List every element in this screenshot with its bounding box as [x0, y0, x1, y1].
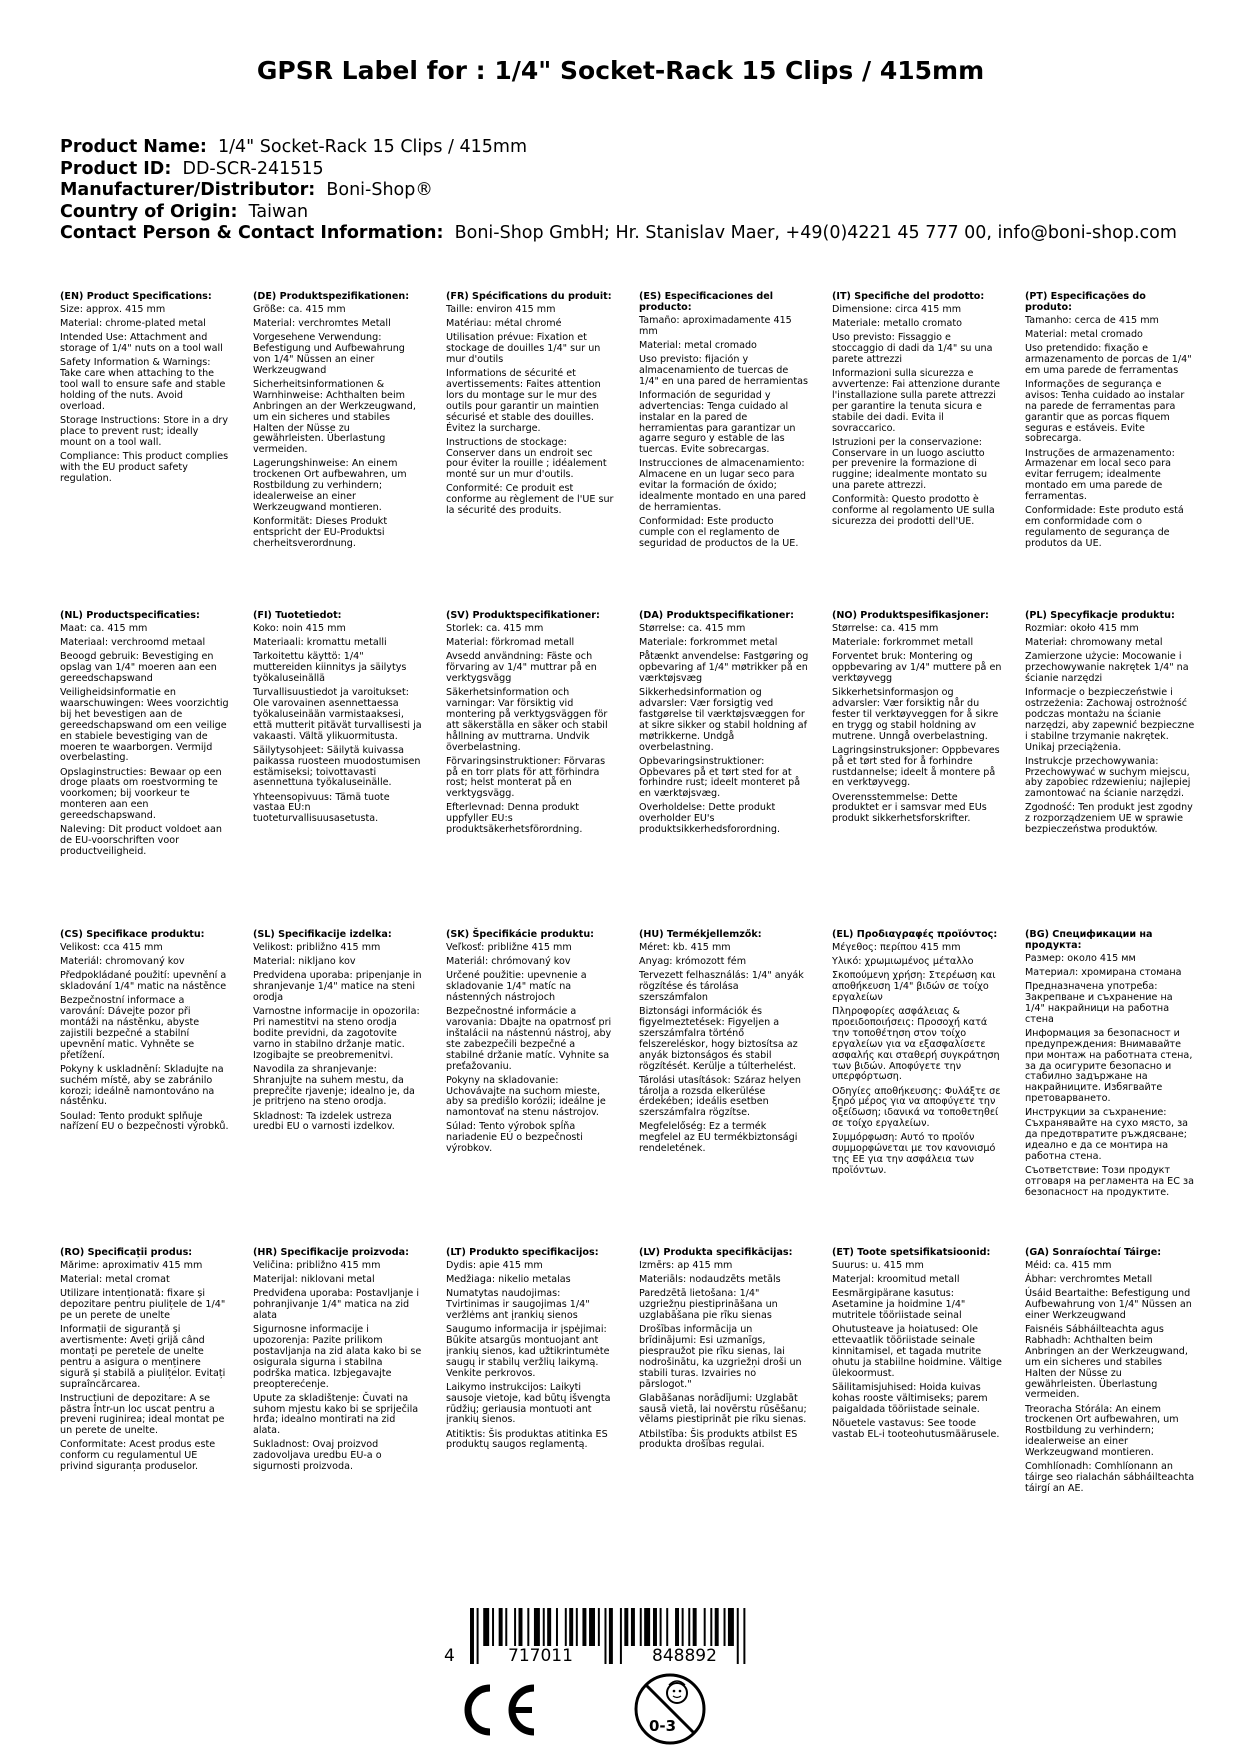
spec-line: Numatytas naudojimas: Tvirtinimas ir saugojimas 1/4" veržlėms ant įrankių sienos — [446, 1288, 590, 1321]
spec-line: Informazioni sulla sicurezza e avvertenze: Fai attenzione durante l'installazione sulla parete attrezzi per garantire la tenuta sicura e stabile dei dadi. Evita il sovraccarico. — [832, 368, 1001, 434]
spec-line: Predvidena uporaba: pripenjanje in shranjevanje 1/4" matice na steni orodja — [253, 970, 422, 1003]
spec-section — [60, 611, 230, 861]
spec-line: Materiale: forkrommet metall — [832, 637, 974, 648]
spec-line: Material: metal cromat — [60, 1274, 170, 1285]
barcode-bar — [519, 1608, 523, 1646]
spec-section — [639, 1248, 809, 1455]
spec-line: Instrucciones de almacenamiento: Almacene en un lugar seco para evitar la formación de óxido; idealmente montado en una pared de herramientas. — [639, 458, 807, 514]
spec-line: Taille: environ 415 mm — [446, 303, 556, 315]
spec-line: Comhlíonadh: Comhlíonann an táirge seo rialachán sábháilteachta táirgí an AE. — [1025, 1461, 1195, 1495]
barcode-bar — [483, 1608, 489, 1646]
spec-line: Instructions de stockage: Conserver dans un endroit sec pour éviter la rouille ; idéalement monté sur un mur d'outils. — [446, 436, 607, 481]
spec-section-heading: (EN) Product Specifications: — [60, 291, 212, 302]
barcode-bar — [704, 1608, 706, 1646]
spec-section-heading: (HR) Specifikacije proizvoda: — [253, 1247, 409, 1258]
spec-line: Skladnost: Ta izdelek ustreza uredbi EU o varnosti izdelkov. — [253, 1110, 395, 1133]
spec-line: Matériau: métal chromé — [446, 318, 562, 329]
barcode-bar — [556, 1608, 558, 1646]
spec-line: Atitiktis: Šis produktas atitinka ES produktų saugos reglamentą. — [446, 1428, 608, 1451]
spec-section — [832, 930, 1002, 1180]
spec-line: Saugumo informacija ir įspėjimai: Būkite atsargūs montuojant ant įrankių sienos, kad užtikrintumėte saugų ir stabilų veržlių laikymą. Venkite perkrovos. — [446, 1324, 610, 1379]
spec-section-heading: (ET) Toote spetsifikatsioonid: — [832, 1247, 991, 1258]
spec-line: Soulad: Tento produkt splňuje nařízení EU o bezpečnosti výrobků. — [60, 1110, 229, 1133]
spec-line: Tamanho: cerca de 415 mm — [1025, 314, 1159, 326]
spec-line: Material: nikljano kov — [253, 956, 356, 967]
spec-line: Υλικό: χρωμιωμένος μέταλλο — [832, 956, 974, 967]
spec-line: Ohutusteave ja hoiatused: Ole ettevaatlik tööriistade seinale kinnitamisel, et tagada mutrite ohutu ja stabiilne hoidmine. Vältige ülekoormust. — [832, 1324, 1002, 1379]
spec-line: Utilizare intenționată: fixare și depozitare pentru piulițele de 1/4" pe un perete de unelte — [60, 1288, 226, 1321]
spec-line: Laikymo instrukcijos: Laikyti sausoje vietoje, kad būtų išvengta rūdžių; geriausia montuoti ant įrankių sienos. — [446, 1381, 611, 1426]
spec-line: Eesmärgipärane kasutus: Asetamine ja hoidmine 1/4" mutritele tööriistade seinal — [832, 1288, 966, 1321]
spec-section-heading: (NL) Productspecificaties: — [60, 610, 200, 621]
spec-line: Mărime: aproximativ 415 mm — [60, 1259, 203, 1271]
barcode-bar — [534, 1608, 540, 1646]
barcode-bar — [631, 1608, 635, 1646]
spec-line: Μέγεθος: περίπου 415 mm — [832, 941, 961, 953]
spec-line: Οδηγίες αποθήκευσης: Φυλάξτε σε ξηρό μέρος για να αποφύγετε την οξείδωση; ιδανικά να τοποθετηθεί σε τοίχο εργαλείων. — [832, 1085, 1001, 1130]
barcode-bar — [737, 1608, 739, 1664]
svg-text:0-3: 0-3 — [649, 1717, 677, 1735]
spec-section — [446, 292, 616, 520]
spec-section — [446, 1248, 616, 1455]
spec-section — [253, 292, 423, 553]
spec-line: Συμμόρφωση: Αυτό το προϊόν συμμορφώνεται με τον κανονισμό της ΕΕ για την ασφάλεια των προϊόντων. — [832, 1132, 996, 1177]
product-name-row — [60, 137, 1200, 159]
spec-line: Koko: noin 415 mm — [253, 622, 346, 634]
barcode-bar — [576, 1608, 578, 1646]
spec-line: Anyag: krómozott fém — [639, 956, 747, 967]
spec-line: Varnostne informacije in opozorila: Pri namestitvi na steno orodja bodite previdni, da zagotovite varno in stabilno držanje matic. Izogibajte se preobremenitvi. — [253, 1006, 420, 1061]
spec-line: Materiaali: kromattu metalli — [253, 637, 387, 648]
spec-line: Material: förkromad metall — [446, 637, 575, 648]
spec-line: Pokyny na skladovanie: Uchovávajte na suchom mieste, aby sa predišlo korózii; ideálne je namontovať na stenu nástrojov. — [446, 1074, 606, 1119]
spec-line: Conformidad: Este producto cumple con el reglamento de seguridad de productos de la UE. — [639, 516, 799, 549]
spec-line: Faisnéis Sábháilteachta agus Rabhadh: Achthalten beim Anbringen an der Werkzeugwand, um ein sicheres und stabiles Halten der Nüsse zu gewährleisten. Überlastung vermeiden. — [1025, 1324, 1188, 1401]
info-value: Taiwan — [248, 201, 309, 222]
spec-line: Uso pretendido: fixação e armazenamento de porcas de 1/4" em uma parede de ferramentas — [1025, 343, 1192, 376]
spec-section-heading: (EL) Προδιαγραφές προϊόντος: — [832, 929, 998, 940]
barcode-bar — [728, 1608, 734, 1646]
spec-line: Dimensione: circa 415 mm — [832, 303, 962, 315]
spec-line: Størrelse: ca. 415 mm — [639, 622, 746, 634]
spec-section — [832, 292, 1002, 531]
spec-section-heading: (SK) Špecifikácie produktu: — [446, 929, 595, 940]
spec-line: Méid: ca. 415 mm — [1025, 1259, 1112, 1271]
barcode-bar — [505, 1608, 507, 1646]
spec-line: Istruzioni per la conservazione: Conservare in un luogo asciutto per prevenire la formazione di ruggine; idealmente montato su una parete attrezzi. — [832, 436, 988, 492]
spec-section-heading: (HU) Termékjellemzők: — [639, 929, 762, 940]
barcode-bar — [470, 1608, 474, 1664]
spec-line: Sigurnosne informacije i upozorenja: Pazite prilikom postavljanja na zid alata kako bi se osigurala sigurna i stabilna podrška matica. Izbjegavajte preopterećenje. — [253, 1324, 422, 1390]
info-value: Boni-Shop® — [326, 180, 433, 200]
spec-line: Lagringsinstruksjoner: Oppbevares på et tørt sted for å forhindre rustdannelse; ideelt å montere på en verktøyvegg. — [832, 744, 1000, 789]
spec-line: Påtænkt anvendelse: Fastgøring og opbevaring af 1/4" møtrikker på en værktøjsvæg — [639, 651, 809, 684]
barcode-bar — [724, 1608, 726, 1646]
barcode-bar — [598, 1608, 600, 1646]
info-label: Product ID: — [60, 158, 172, 179]
barcode-bar — [620, 1608, 622, 1664]
barcode-bar — [477, 1608, 479, 1664]
spec-line: Informacje o bezpieczeństwie i ostrzeżenia: Zachowaj ostrożność podczas montażu na ścianie narzędzi, aby zapewnić bezpieczne i stabilne trzymanie nakrętek. Unikaj przeciążenia. — [1025, 687, 1195, 753]
spec-line: Säilitamisjuhised: Hoida kuivas kohas rooste vältimiseks; parem paigaldada tööriistade seinale. — [832, 1381, 988, 1415]
spec-section — [1025, 1248, 1195, 1498]
spec-section — [253, 930, 423, 1137]
spec-section-heading: (RO) Specificații produs: — [60, 1247, 193, 1258]
spec-line: Materijal: niklovani metal — [253, 1274, 375, 1285]
spec-line: Treoracha Stórála: An einem trockenen Ort aufbewahren, um Rostbildung zu verhindern; idealerweise an einer Werkzeugwand montieren. — [1025, 1403, 1179, 1459]
barcode-bar — [547, 1608, 551, 1646]
spec-line: Material: verchromtes Metall — [253, 318, 391, 329]
spec-line: Efterlevnad: Denna produkt uppfyller EU:s produktsäkerhetsförordning. — [446, 802, 583, 836]
spec-line: Πληροφορίες ασφάλειας & προειδοποιήσεις: Προσοχή κατά την τοποθέτηση στον τοίχο εργαλείων για να εξασφαλίσετε ασφαλής και σταθερή συγκράτηση των βιδών. Αποφύγετε την υπερφόρτωση. — [832, 1006, 1000, 1083]
barcode-digits-right: 848892 — [652, 1646, 717, 1666]
spec-line: Materiale: forkrommet metal — [639, 637, 778, 648]
spec-line: Bezpečnostní informace a varování: Dávejte pozor při montáži na nástěnku, abyste zajistili bezpečné a stabilní upevnění matic. Vyhněte se přetížení. — [60, 995, 200, 1061]
spec-line: Pokyny k uskladnění: Skladujte na suchém místě, aby se zabránilo korozi; ideálně namontováno na nástěnku. — [60, 1063, 224, 1108]
spec-section — [253, 1248, 423, 1476]
spec-section-heading: (PL) Specyfikacje produktu: — [1025, 610, 1175, 621]
spec-line: Størrelse: ca. 415 mm — [832, 622, 939, 634]
spec-line: Safety Information & Warnings: Take care when attaching to the tool wall to ensure safe and stable holding of the nuts. Avoid overload. — [60, 357, 226, 412]
spec-line: Ábhar: verchromtes Metall — [1025, 1274, 1153, 1285]
info-value: Boni-Shop GmbH; Hr. Stanislav Maer, +49(0)4221 45 777 00, info@boni-shop.com — [454, 223, 1177, 243]
barcode-bar — [604, 1608, 606, 1664]
spec-line: Size: approx. 415 mm — [60, 303, 166, 315]
product-id-row — [60, 159, 1200, 181]
spec-section-heading: (CS) Specifikace produktu: — [60, 929, 205, 940]
spec-line: Säilytysohjeet: Säilytä kuivassa paikassa ruosteen muodostumisen estämiseksi; toivottavasti asennettuna työkaluseinälle. — [253, 744, 421, 789]
spec-line: Nõuetele vastavus: See toode vastab EL-i tooteohutusmäärusele. — [832, 1417, 1000, 1440]
spec-line: Utilisation prévue: Fixation et stockage de douilles 1/4" sur un mur d'outils — [446, 332, 601, 365]
barcode-bar — [653, 1608, 657, 1646]
barcode-bar — [514, 1608, 516, 1646]
barcode-bar — [492, 1608, 494, 1646]
spec-line: Tamaño: aproximadamente 415 mm — [639, 314, 792, 337]
spec-line: Material: chrome-plated metal — [60, 318, 206, 329]
barcode-bar — [527, 1608, 529, 1646]
spec-line: Materiaal: verchroomd metaal — [60, 637, 206, 648]
spec-line: Naleving: Dit product voldoet aan de EU-voorschriften voor productveiligheid. — [60, 824, 222, 858]
barcode-bar — [688, 1608, 690, 1646]
spec-line: Předpokládané použití: upevnění a skladování 1/4" matic na nástěnce — [60, 970, 227, 992]
spec-section-heading: (IT) Specifiche del prodotto: — [832, 291, 985, 302]
spec-section — [446, 611, 616, 839]
barcode-digits-left: 717011 — [508, 1646, 573, 1666]
barcode-bar — [609, 1608, 613, 1664]
spec-line: Izmērs: ap 415 mm — [639, 1259, 733, 1271]
spec-section-heading: (PT) Especificações do produto: — [1025, 291, 1146, 313]
spec-line: Información de seguridad y advertencias: Tenga cuidado al instalar en la pared de herramientas para garantizar un agarre seguro y estable de las tuercas. Evite sobrecargas. — [639, 389, 796, 456]
spec-line: Avsedd användning: Fäste och förvaring av 1/4" muttrar på en verktygsvägg — [446, 651, 597, 684]
spec-line: Dydis: apie 415 mm — [446, 1259, 543, 1271]
spec-line: Compliance: This product complies with the EU product safety regulation. — [60, 450, 229, 484]
spec-line: Paredzētā lietošana: 1/4" uzgriežņu piestiprināšana un uzglabāšana pie rīku sienas — [639, 1288, 778, 1321]
spec-line: Sikkerhedsinformation og advarsler: Vær forsigtig ved fastgørelse til værktøjsvæggen for at sikre sikker og stabil holdning af møtrikkerne. Undgå overbelastning. — [639, 687, 807, 753]
country-row — [60, 202, 1200, 224]
spec-line: Úsáid Beartaithe: Befestigung und Aufbewahrung von 1/4" Nüssen an einer Werkzeugwand — [1025, 1288, 1192, 1321]
barcode-bar — [682, 1608, 684, 1646]
spec-section — [60, 930, 230, 1137]
manufacturer-row — [60, 180, 1200, 202]
spec-line: Förvaringsinstruktioner: Förvaras på en torr plats för att förhindra rost; helst monterat på en verktygsvägg. — [446, 755, 606, 800]
spec-line: Konformität: Dieses Produkt entspricht der EU-Produktsi cherheitsverordnung. — [253, 516, 388, 549]
spec-line: Materiál: chromovaný kov — [60, 956, 185, 967]
spec-line: Uso previsto: fijación y almacenamiento de tuercas de 1/4" en una pared de herramientas — [639, 353, 809, 387]
spec-line: Zgodność: Ten produkt jest zgodny z rozporządzeniem UE w sprawie bezpieczeństwa produktów. — [1025, 802, 1193, 836]
info-label: Product Name: — [60, 137, 207, 157]
spec-line: Drošības informācija un brīdinājumi: Esi uzmanīgs, piespraužot pie rīku sienas, lai nodrošinātu, ka uzgriežņi droši un stabili turas. Izvairies no pārslogot." — [639, 1324, 802, 1390]
info-label: Contact Person & Contact Information: — [60, 223, 444, 243]
spec-section — [639, 930, 809, 1158]
spec-section-heading: (GA) Sonraíochtaí Táirge: — [1025, 1247, 1162, 1258]
spec-line: Veľkosť: približne 415 mm — [446, 941, 572, 953]
barcode-bar — [660, 1608, 662, 1646]
barcode-bar — [499, 1608, 503, 1646]
barcode-bar — [640, 1608, 642, 1646]
spec-section-heading: (LT) Produkto specifikacijos: — [446, 1247, 599, 1258]
spec-section-heading: (SV) Produktspecifikationer: — [446, 610, 600, 621]
spec-line: Turvallisuustiedot ja varoitukset: Ole varovainen asennettaessa työkaluseinään varmistaaksesi, että mutterit pitävät turvallisesti ja vakaasti. Vältä ylikuormitusta. — [253, 687, 422, 742]
spec-section — [60, 292, 230, 488]
spec-line: Materiał: chromowany metal — [1025, 637, 1163, 648]
spec-line: Instruções de armazenamento: Armazenar em local seco para evitar ferrugem; idealmente montado em uma parede de ferramentas. — [1025, 447, 1175, 503]
spec-line: Instrucțiuni de depozitare: A se păstra într-un loc uscat pentru a preveni ruginirea; ideal montat pe un perete de unelte. — [60, 1392, 225, 1437]
spec-line: Opslaginstructies: Bewaar op een droge plaats om roestvorming te voorkomen; bij voorkeur te monteren aan een gereedschapswand. — [60, 766, 222, 822]
spec-section-heading: (SL) Specifikacije izdelka: — [253, 929, 392, 940]
spec-line: Rozmiar: około 415 mm — [1025, 622, 1139, 634]
barcode-bar — [710, 1608, 712, 1646]
spec-line: Upute za skladištenje: Čuvati na suhom mjestu kako bi se spriječila hrđa; idealno montirati na zid alata. — [253, 1392, 419, 1437]
spec-line: Atbilstība: Šis produkts atbilst ES produkta drošības regulai. — [639, 1428, 798, 1451]
spec-line: Uso previsto: Fissaggio e stoccaggio di dadi da 1/4" su una parete attrezzi — [832, 332, 993, 365]
spec-section — [1025, 292, 1195, 553]
ce-mark-icon — [452, 1680, 542, 1740]
barcode-bar — [675, 1608, 679, 1646]
spec-line: Velikost: cca 415 mm — [60, 941, 163, 953]
barcode-bar — [644, 1608, 650, 1646]
spec-line: Инструкции за съхранение: Съхранявайте на сухо място, за да предотвратите ръждясване; идеално е да се монтира на работна стена. — [1025, 1107, 1189, 1162]
barcode-bar — [565, 1608, 567, 1646]
spec-line: Suurus: u. 415 mm — [832, 1259, 924, 1271]
spec-line: Medžiaga: nikelio metalas — [446, 1274, 571, 1285]
barcode-bar — [743, 1608, 745, 1664]
spec-section — [832, 611, 1002, 828]
spec-section-heading: (LV) Produkta specifikācijas: — [639, 1247, 793, 1258]
spec-line: Materjal: kroomitud metall — [832, 1274, 960, 1285]
spec-section-heading: (ES) Especificaciones del producto: — [639, 291, 774, 313]
spec-line: Sikkerhetsinformasjon og advarsler: Vær forsiktig når du fester til verktøyveggen for å sikre en trygg og stabil holdning av mutrene. Unngå overbelastning. — [832, 687, 999, 742]
barcode-bar — [569, 1608, 573, 1646]
spec-section-heading: (FR) Spécifications du produit: — [446, 291, 612, 302]
spec-line: Sukladnost: Ovaj proizvod zadovoljava uredbu EU-a o sigurnosti proizvoda. — [253, 1439, 382, 1473]
info-value: DD-SCR-241515 — [182, 158, 324, 179]
spec-line: Glabāšanas norādījumi: Uzglabāt sausā vietā, lai novērstu rūsēšanu; vēlams piestiprināt pie rīku sienas. — [639, 1392, 807, 1426]
info-label: Manufacturer/Distributor: — [60, 180, 316, 200]
spec-section — [1025, 930, 1195, 1202]
spec-line: Предназначена употреба: Закрепване и съхранение на 1/4" накрайници на работна стена — [1025, 981, 1173, 1025]
spec-line: Opbevaringsinstruktioner: Opbevares på et tørt sted for at forhindre rust; ideelt monteret på en værktøjsvæg. — [639, 755, 801, 800]
spec-section-heading: (DE) Produktspezifikationen: — [253, 291, 410, 302]
spec-line: Materiale: metallo cromato — [832, 318, 963, 329]
spec-line: Megfelelőség: Ez a termék megfelel az EU termékbiztonsági rendeletének. — [639, 1121, 798, 1155]
spec-line: Materiál: chrómovaný kov — [446, 956, 571, 967]
barcode-bar — [666, 1608, 668, 1646]
spec-line: Biztonsági információk és figyelmeztetések: Figyeljen a szerszámfalra történő felszereléskor, hogy biztosítsa az anyák biztonságos és stabil rögzítését. Kerülje a túlterhelést. — [639, 1006, 798, 1072]
spec-section — [253, 611, 423, 828]
barcode-bar — [624, 1608, 628, 1646]
spec-line: Veiligheidsinformatie en waarschuwingen: Wees voorzichtig bij het bevestigen aan de gereedschapswand om een veilige en stabiele bevestiging van de moeren te waarborgen. Vermijd overbelasting. — [60, 687, 229, 764]
spec-line: Размер: около 415 мм — [1025, 952, 1136, 964]
spec-line: Conformité: Ce produit est conforme au règlement de l'UE sur la sécurité des produits. — [446, 483, 614, 517]
barcode-lead-digit: 4 — [444, 1646, 455, 1666]
barcode-bar — [543, 1608, 545, 1646]
spec-line: Instrukcje przechowywania: Przechowywać w suchym miejscu, aby zapobiec rdzewieniu; najlepiej zamontować na ścianie narzędzi. — [1025, 755, 1191, 800]
spec-line: Sicherheitsinformationen & Warnhinweise: Achthalten beim Anbringen an der Werkzeugwand, um ein sicheres und stabiles Halten der Nüsse zu gewährleisten. Überlastung vermeiden. — [253, 378, 416, 456]
spec-line: Veličina: približno 415 mm — [253, 1259, 381, 1271]
spec-section — [1025, 611, 1195, 839]
spec-section — [60, 1248, 230, 1476]
barcode-bar — [582, 1608, 586, 1646]
spec-line: Σκοπούμενη χρήση: Στερέωση και αποθήκευση 1/4" βιδών σε τοίχο εργαλείων — [832, 970, 996, 1003]
not-for-children-0-3-icon — [633, 1672, 707, 1746]
spec-line: Größe: ca. 415 mm — [253, 303, 346, 315]
spec-line: Съответствие: Този продукт отговаря на регламента на ЕС за безопасност на продуктите. — [1025, 1165, 1194, 1198]
barcode-bar — [589, 1608, 595, 1646]
spec-line: Материал: хромирана стомана — [1025, 966, 1182, 978]
spec-line: Méret: kb. 415 mm — [639, 941, 731, 953]
spec-line: Tarkoitettu käyttö: 1/4" muttereiden kiinnitys ja säilytys työkaluseinällä — [253, 651, 407, 684]
spec-line: Beoogd gebruik: Bevestiging en opslag van 1/4" moeren aan een gereedschapswand — [60, 651, 217, 684]
spec-line: Velikost: približno 415 mm — [253, 941, 381, 953]
spec-line: Intended Use: Attachment and storage of 1/4" nuts on a tool wall — [60, 332, 223, 354]
spec-line: Material: metal cromado — [1025, 328, 1143, 340]
product-info — [60, 137, 1200, 245]
spec-line: Zamierzone użycie: Mocowanie i przechowywanie nakrętek 1/4" na ścianie narzędzi — [1025, 651, 1189, 684]
spec-line: Forventet bruk: Montering og oppbevaring av 1/4" muttere på en verktøyvegg — [832, 651, 1002, 684]
spec-line: Lagerungshinweise: An einem trockenen Ort aufbewahren, um Rostbildung zu verhindern; idealerweise an einer Werkzeugwand montieren. — [253, 458, 407, 514]
spec-line: Yhteensopivuus: Tämä tuote vastaa EU:n tuoteturvallisuusasetusta. — [253, 791, 390, 825]
spec-line: Storage Instructions: Store in a dry place to prevent rust; ideally mount on a tool wall. — [60, 414, 229, 448]
spec-section-heading: (DA) Produktspecifikationer: — [639, 610, 794, 621]
spec-line: Vorgesehene Verwendung: Befestigung und Aufbewahrung von 1/4" Nüssen an einer Werkzeugwand — [253, 332, 405, 376]
spec-line: Predviđena uporaba: Postavljanje i pohranjivanje 1/4" matica na zid alata — [253, 1288, 420, 1321]
spec-line: Navodila za shranjevanje: Shranjujte na suhem mestu, da preprečite rjavenje; idealno je, da je pritrjeno na steno orodja. — [253, 1063, 415, 1108]
spec-section — [832, 1248, 1002, 1444]
spec-line: Conformidade: Este produto está em conformidade com o regulamento de segurança de produtos da UE. — [1025, 505, 1184, 549]
info-value: 1/4" Socket-Rack 15 Clips / 415mm — [218, 137, 528, 157]
spec-line: Material: metal cromado — [639, 339, 757, 351]
barcode-bar — [715, 1608, 719, 1646]
spec-line: Overensstemmelse: Dette produktet er i samsvar med EUs produkt sikkerhetsforskrifter. — [832, 791, 987, 825]
spec-line: Storlek: ca. 415 mm — [446, 622, 544, 634]
spec-line: Informações de segurança e avisos: Tenha cuidado ao instalar na parede de ferramentas para garantir que as porcas fiquem seguras e estáveis. Evite sobrecarga. — [1025, 378, 1185, 445]
spec-line: Overholdelse: Dette produkt overholder EU's produktsikkerhedsforordning. — [639, 802, 781, 836]
spec-line: Maat: ca. 415 mm — [60, 622, 148, 634]
contact-row — [60, 223, 1200, 245]
spec-section-heading: (FI) Tuotetiedot: — [253, 610, 342, 621]
spec-line: Materiāls: nodaudzēts metāls — [639, 1274, 781, 1285]
spec-line: Tervezett felhasználás: 1/4" anyák rögzítése és tárolása szerszámfalon — [639, 970, 804, 1003]
spec-line: Conformitate: Acest produs este conform cu regulamentul UE privind siguranța produselor. — [60, 1439, 216, 1473]
spec-line: Informations de sécurité et avertissements: Faites attention lors du montage sur le mur des outils pour garantir un maintien sécurisé et stable des douilles. Évitez la surcharge. — [446, 368, 601, 434]
barcode-bar — [693, 1608, 697, 1646]
spec-line: Súlad: Tento výrobok spĺňa nariadenie EÚ o bezpečnosti výrobkov. — [446, 1121, 583, 1155]
spec-line: Säkerhetsinformation och varningar: Var försiktig vid montering på verktygsväggen för att säkerställa en säker och stabil hållning av muttrarna. Undvik överbelastning. — [446, 687, 608, 753]
spec-section-heading: (NO) Produktspesifikasjoner: — [832, 610, 989, 621]
spec-section — [639, 611, 809, 839]
spec-section-heading: (BG) Спецификации на продукта: — [1025, 929, 1153, 951]
spec-section — [446, 930, 616, 1158]
info-label: Country of Origin: — [60, 201, 238, 222]
spec-line: Информация за безопасност и предупреждения: Внимавайте при монтаж на работната стена, за да осигурите безопасно и стабилно задържане на накрайниците. Избягвайте претоварването. — [1025, 1027, 1193, 1105]
spec-line: Conformità: Questo prodotto è conforme al regolamento UE sulla sicurezza dei prodotti dell'UE. — [832, 494, 995, 528]
spec-line: Informații de siguranță și avertismente: Aveți grijă când montați pe peretele de unelte pentru a asigura o menținere sigură și stabilă a piulițelor. Evitați supraîncărcarea. — [60, 1324, 226, 1390]
spec-line: Určené použitie: upevnenie a skladovanie 1/4" matíc na nástenných nástrojoch — [446, 970, 587, 1003]
label-title: GPSR Label for : 1/4" Socket-Rack 15 Clips / 415mm — [256, 56, 985, 85]
spec-section — [639, 292, 809, 553]
spec-line: Bezpečnostné informácie a varovania: Dbajte na opatrnosť pri inštalácii na nástennú nástroj, aby ste zabezpečili bezpečné a stabilné držanie matíc. Vyhnite sa preťažovaniu. — [446, 1006, 612, 1072]
spec-line: Tárolási utasítások: Száraz helyen tárolja a rozsda elkerülése érdekében; ideális esetben szerszámfalra rögzítse. — [639, 1074, 801, 1119]
